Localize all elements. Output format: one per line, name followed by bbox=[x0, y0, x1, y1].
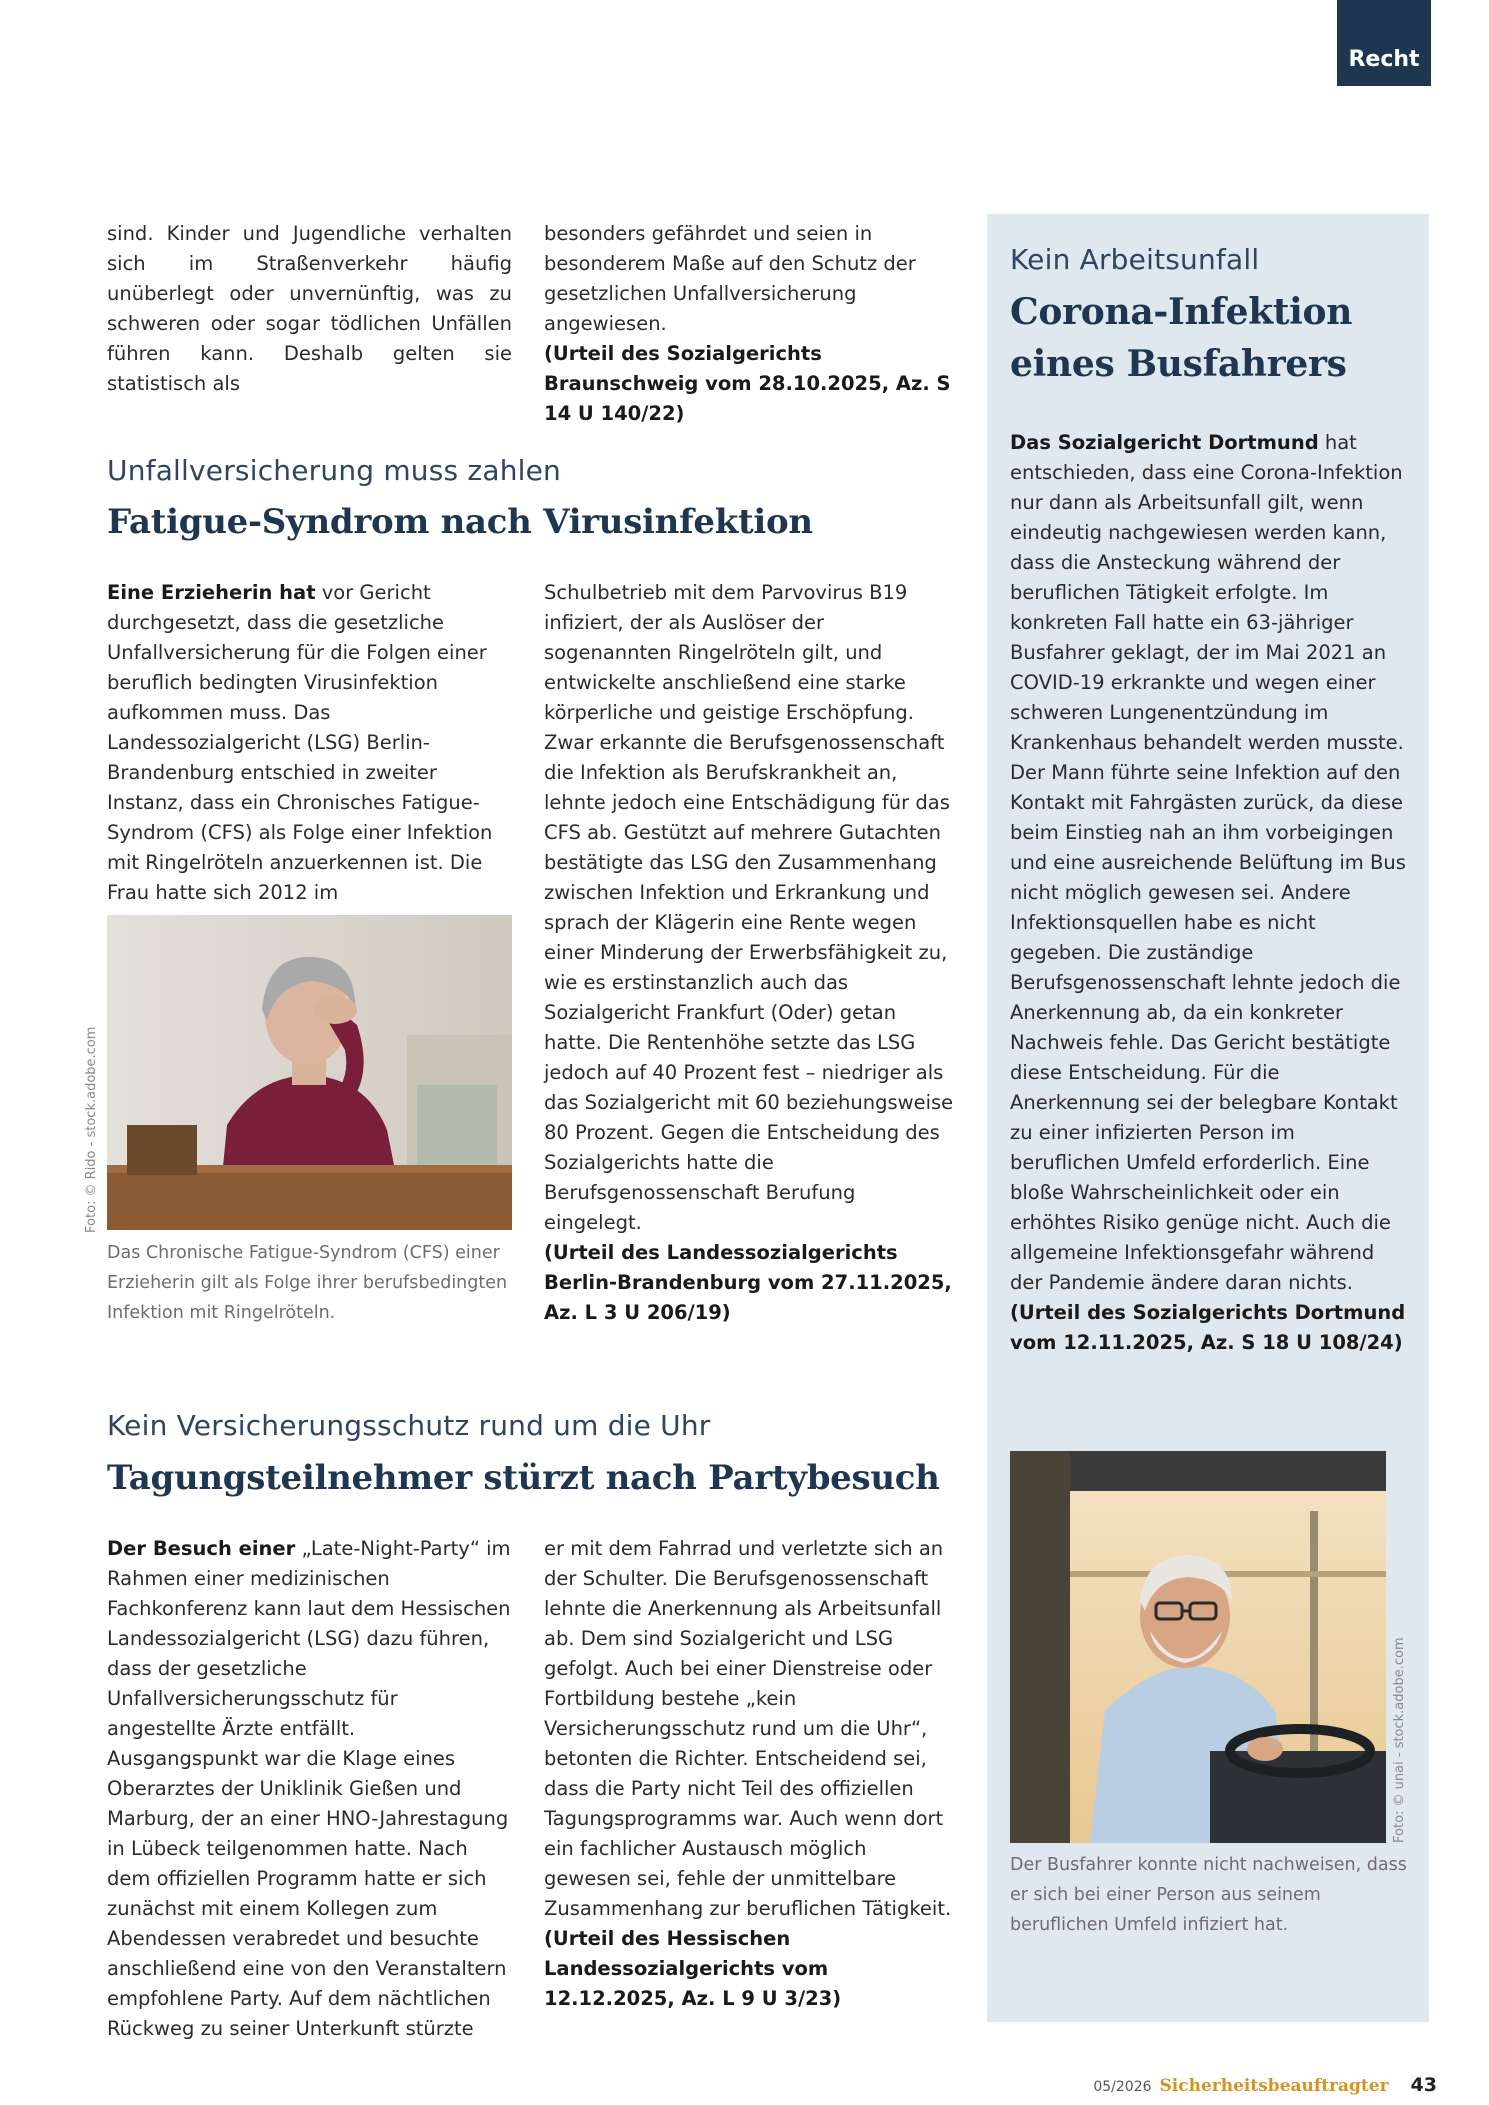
top-col2-verdict: (Urteil des Sozialgerichts Braunschweig vom 28.10.2025, Az. S 14 U 140/22) bbox=[544, 342, 951, 425]
sidebar-body-text bbox=[1010, 428, 1410, 1298]
article1-photo bbox=[107, 915, 512, 1230]
section-tab bbox=[1337, 0, 1431, 86]
sidebar-photo bbox=[1010, 1451, 1386, 1843]
sidebar-kicker: Kein Arbeitsunfall bbox=[1010, 243, 1260, 276]
article2-kicker: Kein Versicherungsschutz rund um die Uhr bbox=[107, 1409, 711, 1442]
article1-kicker: Unfallversicherung muss zahlen bbox=[107, 454, 561, 487]
page-footer bbox=[1093, 2074, 1437, 2096]
top-continuation-col1: sind. Kinder und Jugendliche verhalten sich im Straßenverkehr häufig unüberlegt oder unvernünftig, was zu schweren oder sogar tödlichen Unfällen führen kann. Deshalb gelten sie statistisch als bbox=[107, 222, 512, 395]
article2-col2 bbox=[544, 1534, 954, 2014]
section-tab-label: Recht bbox=[1348, 47, 1420, 72]
article2-col1-text: „Late-Night-Party“ im Rahmen einer medizinischen Fachkonferenz kann laut dem Hessischen Landessozialgericht (LSG) dazu führen, dass der gesetzliche Unfallversicherungsschutz für angestellte Ärzte entfällt. Ausgangspunkt war die Klage eines Oberarztes der Uniklinik Gießen und Marburg, der an einer HNO-Jahrestagung in Lübeck teilgenommen hatte. Nach dem offiziellen Programm hatte er sich zunächst mit einem Kollegen zum Abendessen verabredet und besuchte anschließend eine von den Veranstaltern empfohlene Party. Auf dem nächtlichen Rückweg zu seiner Unterkunft stürzte bbox=[107, 1537, 511, 2040]
sidebar-lead: Das Sozialgericht Dortmund bbox=[1010, 431, 1319, 454]
footer-issue: 05/2026 bbox=[1093, 2079, 1152, 2095]
sidebar-body-rest: hat entschieden, dass eine Corona-Infektion nur dann als Arbeitsunfall gilt, wenn eindeutig nachgewiesen werden kann, dass die Ansteckung während der beruflichen Tätigkeit erfolgte. Im konkreten Fall hatte ein 63-jähriger Busfahrer geklagt, der im Mai 2021 an COVID-19 erkrankte und wegen einer schweren Lungenentzündung im Krankenhaus behandelt werden musste. Der Mann führte seine Infektion auf den Kontakt mit Fahrgästen zurück, da diese beim Einstieg nah an ihm vorbeigingen und eine ausreichende Belüftung im Bus nicht möglich gewesen sei. Andere Infektionsquellen habe es nicht gegeben. Die zuständige Berufsgenossenschaft lehnte jedoch die Anerkennung ab, da ein konkreter Nachweis fehle. Das Gericht bestätigte diese Entscheidung. Für die Anerkennung sei der belegbare Kontakt zu einer infizierten Person im beruflichen Umfeld erforderlich. Eine bloße Wahrscheinlichkeit oder ein erhöhtes Risiko genüge nicht. Auch die allgemeine Infektionsgefahr während der Pandemie ändere daran nichts. bbox=[1010, 431, 1406, 1294]
article1-col1-text: vor Gericht durchgesetzt, dass die gesetzliche Unfallversicherung für die Folgen einer beruflich bedingten Virusinfektion aufkommen muss. Das Landessozialgericht (LSG) Berlin-Brandenburg entschied in zweiter Instanz, dass ein Chronisches Fatigue-Syndrom (CFS) als Folge einer Infektion mit Ringelröteln anzuerkennen ist. Die Frau hatte sich 2012 im bbox=[107, 581, 493, 904]
article1-caption: Das Chronische Fatigue-Syndrom (CFS) einer Erzieherin gilt als Folge ihrer berufsbedingten Infektion mit Ringelröteln. bbox=[107, 1243, 508, 1323]
sidebar-verdict: (Urteil des Sozialgerichts Dortmund vom 12.11.2025, Az. S 18 U 108/24) bbox=[1010, 1301, 1406, 1354]
top-col2-text: besonders gefährdet und seien in besonderem Maße auf den Schutz der gesetzlichen Unfallversicherung angewiesen. bbox=[544, 222, 916, 335]
sidebar-caption: Der Busfahrer konnte nicht nachweisen, dass er sich bei einer Person aus seinem beruflichen Umfeld infiziert hat. bbox=[1010, 1855, 1407, 1935]
sidebar-body bbox=[1010, 428, 1410, 1358]
article1-col1 bbox=[107, 578, 507, 908]
article2-lead: Der Besuch einer bbox=[107, 1537, 296, 1560]
footer-page-number: 43 bbox=[1410, 2074, 1437, 2096]
article1-photo-credit: Foto: © Rido - stock.adobe.com bbox=[84, 1026, 99, 1233]
article1-col2 bbox=[544, 578, 954, 1328]
article2-col2-text: er mit dem Fahrrad und verletzte sich an der Schulter. Die Berufsgenossenschaft lehnte die Anerkennung als Arbeitsunfall ab. Dem sind Sozialgericht und LSG gefolgt. Auch bei einer Dienstreise oder Fortbildung bestehe „kein Versicherungsschutz rund um die Uhr“, betonten die Richter. Entscheidend sei, dass die Party nicht Teil des offiziellen Tagungsprogramms war. Auch wenn dort ein fachlicher Austausch möglich gewesen sei, fehle der unmittelbare Zusammenhang zur beruflichen Tätigkeit. bbox=[544, 1537, 952, 1920]
article1-col2-text: Schulbetrieb mit dem Parvovirus B19 infiziert, der als Auslöser der sogenannten Ringelröteln gilt, und entwickelte anschließend eine starke körperliche und geistige Erschöpfung. Zwar erkannte die Berufsgenossenschaft die Infektion als Berufskrankheit an, lehnte jedoch eine Entschädigung für das CFS ab. Gestützt auf mehrere Gutachten bestätigte das LSG den Zusammenhang zwischen Infektion und Erkrankung und sprach der Klägerin eine Rente wegen einer Minderung der Erwerbsfähigkeit zu, wie es erstinstanzlich auch das Sozialgericht Frankfurt (Oder) getan hatte. Die Rentenhöhe setzte das LSG jedoch auf 40 Prozent fest – niedriger als das Sozialgericht mit 60 beziehungsweise 80 Prozent. Gegen die Entscheidung des Sozialgerichts hatte die Berufsgenossenschaft Berufung eingelegt. bbox=[544, 581, 954, 1234]
article1-verdict: (Urteil des Landessozialgerichts Berlin-Brandenburg vom 27.11.2025, Az. L 3 U 206/19) bbox=[544, 1241, 952, 1324]
footer-magazine: Sicherheitsbeauftragter bbox=[1159, 2076, 1389, 2096]
article1-headline: Fatigue-Syndrom nach Virusinfektion bbox=[107, 502, 813, 542]
sidebar-photo-credit: Foto: © unai - stock.adobe.com bbox=[1392, 1637, 1407, 1843]
top-continuation-col2 bbox=[544, 219, 954, 429]
sidebar-headline: Corona-Infektion eines Busfahrers bbox=[1010, 291, 1353, 385]
article2-verdict: (Urteil des Hessischen Landessozialgerichts vom 12.12.2025, Az. L 9 U 3/23) bbox=[544, 1927, 842, 2010]
article1-lead: Eine Erzieherin hat bbox=[107, 581, 316, 604]
article2-col1 bbox=[107, 1534, 512, 2044]
article2-headline: Tagungsteilnehmer stürzt nach Partybesuch bbox=[107, 1458, 940, 1498]
bus-driver-image bbox=[1010, 1451, 1386, 1843]
woman-headache-image bbox=[107, 915, 512, 1230]
